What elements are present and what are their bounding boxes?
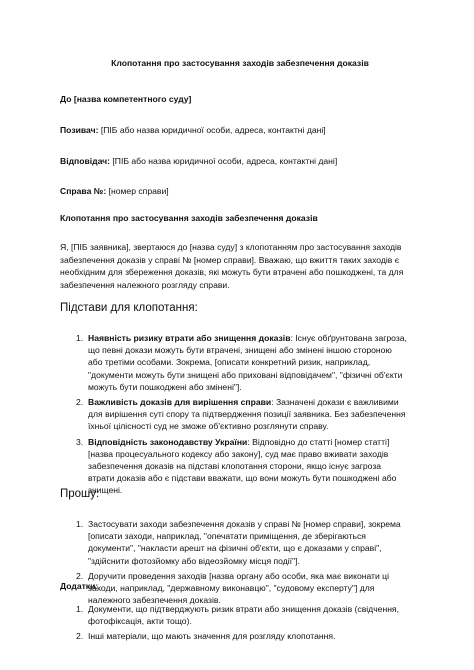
grounds-item: 3. Відповідність законодавству України: Відповідно до статті [номер статті] [назва процесуального кодексу або закону], суд має право вживати заходів забезпечення доказів на підставі клопотання сторони, якщо існує загроза втрати доказів або є підстави вважати, що вони можуть бути пошкоджені або знищені. (76, 436, 397, 496)
intro-paragraph: Я, [ПІБ заявника], звертаюся до [назва суду] з клопотанням про застосування заходів забезпечення доказів у справі № [номер справи]. Вважаю, що вжиття таких заходів є необхідним для збереження доказів, які можуть бути втрачені або пошкоджені, та для забезпечення належного розгляду справи. (60, 242, 404, 290)
grounds-heading: Підстави для клопотання: (60, 302, 198, 314)
plaintiff-label: Позивач: (60, 125, 99, 135)
grounds-item-title: Важливість доказів для вирішення справи (88, 397, 272, 408)
grounds-item-text: : Зазначені докази є важливими для вирішення суті спору та підтвердження позиції заявника. Без забезпечення їхньої цілісності суд не зможе об'єктивно розглянути справу. (88, 397, 406, 432)
grounds-item: 2. Важливість доказів для вирішення справи: Зазначені докази є важливими для вирішення суті спору та підтвердження позиції заявника. Без забезпечення їхньої цілісності суд не зможе об'єктивно розглянути справу. (76, 397, 406, 432)
defendant-line (60, 155, 337, 167)
grounds-item-title: Наявність ризику втрати або знищення доказів (88, 333, 291, 343)
case-label: Справа №: (60, 186, 107, 196)
plaintiff-value: [ПІБ або назва юридичної особи, адреса, контактні дані] (98, 125, 326, 135)
attachment-item-text: Інші матеріали, що мають значення для розгляду клопотання. (88, 631, 336, 642)
case-value: [номер справи] (106, 186, 169, 196)
document-title: Клопотання про застосування заходів забезпечення доказів (111, 58, 369, 68)
attachment-item-text: Документи, що підтверджують ризик втрати або знищення доказів (свідчення, фотофіксація, акти тощо). (88, 604, 399, 627)
request-heading: Прошу: (60, 488, 100, 500)
attachment-item: 2. Інші матеріали, що мають значення для розгляду клопотання. (76, 631, 336, 642)
plaintiff-line (60, 124, 326, 136)
document-subtitle: Клопотання про застосування заходів забезпечення доказів (60, 213, 318, 223)
court-line: До [назва компетентного суду] (60, 94, 192, 104)
request-item-text: Доручити проведення заходів [назва органу або особи, яка має виконати ці заходи, наприклад, "державному виконавцю", "судовому експерту"] для належного забезпечення доказів. (88, 570, 390, 606)
defendant-label: Відповідач: (60, 156, 111, 166)
attachments-heading: Додатки: (60, 581, 99, 591)
grounds-item-title: Відповідність законодавству України (88, 436, 248, 447)
defendant-value: [ПІБ або назва юридичної особи, адреса, контактні дані] (110, 156, 338, 166)
request-item-text: Застосувати заходи забезпечення доказів у справі № [номер справи], зокрема [описати заходи, наприклад, "опечатати приміщення, де зберігаються документи", "накласти арешт на фізичні об'єкти, що є доказами у справі", "здійснити фотозйомку або відеозйомку місця події"]. (88, 519, 401, 566)
request-item: 1. Застосувати заходи забезпечення доказів у справі № [номер справи], зокрема [описати заходи, наприклад, "опечатати приміщення, де зберігаються документи", "накласти арешт на фізичні об'єкти, що є доказами у справі", "здійснити фотозйомку або відеозйомку місця події"]. (76, 519, 401, 566)
request-item: 2. Доручити проведення заходів [назва органу або особи, яка має виконати ці заходи, наприклад, "державному виконавцю", "судовому експерту"] для належного забезпечення доказів. (76, 570, 390, 606)
grounds-item-text: : Існує обґрунтована загроза, що певні докази можуть бути втрачені, знищені або змінені іншою стороною або третіми особами. Зокрема, [описати конкретний ризик, наприклад, "документи можуть бути знищені або приховані відповідачем", "фізичні об'єкти можуть бути пошкоджені або змінені"]. (88, 333, 407, 392)
attachments-list (76, 603, 408, 646)
grounds-item-text: : Відповідно до статті [номер статті] [назва процесуального кодексу або закону], суд має право вживати заходів забезпечення доказів на підставі клопотання сторони, якщо існує загроза втрати доказів або є підстави вважати, що вони можуть бути пошкоджені або знищені. (88, 436, 397, 496)
grounds-item: 1. Наявність ризику втрати або знищення доказів: Існує обґрунтована загроза, що певні докази можуть бути втрачені, знищені або змінені іншою стороною або третіми особами. Зокрема, [описати конкретний ризик, наприклад, "документи можуть бути знищені або приховані відповідачем", "фізичні об'єкти можуть бути пошкоджені або змінені"]. (76, 333, 407, 392)
attachment-item: 1. Документи, що підтверджують ризик втрати або знищення доказів (свідчення, фотофіксація, акти тощо). (76, 604, 399, 627)
case-line (60, 185, 169, 197)
